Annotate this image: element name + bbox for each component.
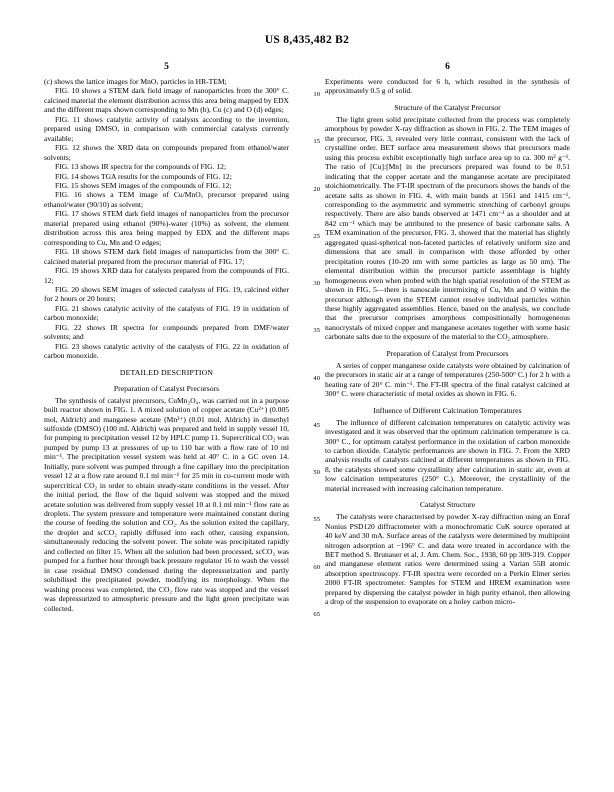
paragraph: FIG. 16 shows a TEM image of Cu/MnOₓ precursor prepared using ethanol/water (90/10) as solvent; bbox=[44, 190, 289, 209]
line-number: 60 bbox=[313, 563, 320, 571]
line-number: 10 bbox=[313, 91, 320, 98]
paragraph: The influence of different calcination temperatures on catalytic activity was investigated and it was observed that the optimum calcination temperature is ca. 300° C., for optimum catalyst performance in the oxidation of carbon monoxide to carbon dioxide. Catalytic performances are shown in FIG. 7. From the XRD analysis results of catalysts calcined at different temperatures as shown in FIG. 8, the catalysts showed some crystallinity after calcination in static air, even at low calcination temperatures (250° C.). Moreover, the crystallinity of the material increased with increasing calcination temperature. bbox=[325, 417, 570, 493]
line-number: 15 bbox=[313, 138, 320, 146]
patent-number-header: US 8,435,482 B2 bbox=[264, 34, 350, 46]
left-column-number: 5 bbox=[164, 62, 169, 72]
paragraph: FIG. 19 shows XRD data for catalysts prepared from the compounds of FIG. 12; bbox=[44, 266, 289, 285]
line-number: 30 bbox=[313, 280, 320, 287]
subsection-heading: Structure of the Catalyst Precursor bbox=[394, 102, 501, 112]
line-number: 20 bbox=[313, 185, 320, 193]
right-column-number: 6 bbox=[445, 62, 450, 72]
line-number: 45 bbox=[313, 421, 320, 429]
paragraph: A series of copper manganese oxide catalysts were obtained by calcination of the precursors in static air at a range of temperatures (250-500° C.) for 2 h with a heating rate of 20° C. min⁻¹. The FT-IR spectra of the final catalyst calcined at 300° C. were characteristic of metal oxides as shown in FIG. 6. bbox=[325, 360, 570, 399]
subsection-heading: Preparation of Catalyst Precursors bbox=[113, 383, 220, 393]
paragraph: The light green solid precipitate collected from the process was completely amorphous by powder X-ray diffraction as shown in FIG. 2. The TEM images of the precursor, FIG. 3, revealed very little contrast, consistent with the lack of crystalline order. BET surface area measurement shows that precursors made using this process exhibit exceptionally high surface area up to ca. 300 m² g⁻¹. The ratio of [Cu]:[Mn] in the precursors prepared was found to be 0.51 indicating that the copper acetate and the manganese acetate are precipitated stoichiometrically. The FT-IR spectrum of the precursors shows the bands of the acetate salts as shown in FIG. 4, with main bands at 1561 and 1415 cm⁻¹, corresponding to the asymmetric and symmetric stretching of carbonyl groups respectively. There are also bands observed at 1471 cm⁻¹ as a shoulder and at 842 cm⁻¹ which may be attributed to the presence of basic carbonate salts. A TEM examination of the precursor, FIG. 3, showed that the material has slightly aggregated quasi-spherical non-faceted particles of relatively uniform size and dimensions that are small in comparison with those afforded by other precipitation routes (10-20 nm with some particles as large as 50 nm). The elemental distribution within the precursor particle assemblage is highly homogeneous even when probed with the high spatial resolution of the STEM as shown in FIG. 5—there is nanoscale intermixing of Cu, Mn and O within the precursor although even the STEM cannot resolve individual particles within these highly aggregated assemblies. Hence, based on the analysis, we conclude that the precursor comprises amorphous compositionally homogeneous nanocrystals of mixed copper and manganese acetates together with some basic carbonate salts due to the exposure of the material to the CO₂ atmosphere. bbox=[325, 114, 570, 342]
line-number: 55 bbox=[313, 516, 320, 524]
paragraph: FIG. 14 shows TGA results for the compounds of FIG. 12; bbox=[55, 171, 232, 181]
subsection-heading: Catalyst Structure bbox=[419, 500, 476, 510]
left-column-body bbox=[44, 77, 289, 613]
paragraph: FIG. 22 shows IR spectra for compounds prepared from DMF/water solvents; and bbox=[44, 322, 289, 342]
paragraph: (c) shows the lattice images for MnOₓ particles in HR-TEM; bbox=[44, 77, 227, 86]
paragraph: FIG. 15 shows SEM images of the compounds of FIG. 12; bbox=[55, 180, 232, 190]
paragraph: FIG. 21 shows catalytic activity of the catalysts of FIG. 19 in oxidation of carbon monoxide; bbox=[44, 303, 289, 323]
paragraph: FIG. 12 shows the XRD data on compounds prepared from ethanol/water solvents; bbox=[44, 143, 289, 162]
paragraph: FIG. 20 shows SEM images of selected catalysts of FIG. 19, calcined either for 2 hours or 20 hours; bbox=[44, 284, 289, 304]
section-heading: DETAILED DESCRIPTION bbox=[119, 367, 214, 377]
right-column-body bbox=[313, 77, 570, 618]
subsection-heading: Influence of Different Calcination Temperatures bbox=[373, 405, 522, 415]
paragraph: FIG. 23 shows catalytic activity of the catalysts of FIG. 22 in oxidation of carbon monoxide. bbox=[44, 341, 289, 361]
left-column bbox=[44, 62, 289, 613]
two-column-body bbox=[44, 62, 570, 618]
line-number: 40 bbox=[313, 374, 320, 382]
line-number: 35 bbox=[313, 327, 320, 335]
line-number: 65 bbox=[313, 610, 320, 618]
subsection-heading: Preparation of Catalyst from Precursors bbox=[386, 348, 509, 358]
paragraph: FIG. 11 shows catalytic activity of catalysts according to the invention, prepared using DMSO, in comparison with commercial catalysts currently available; bbox=[44, 114, 289, 143]
line-number: 50 bbox=[313, 469, 320, 476]
right-column bbox=[313, 62, 570, 618]
paragraph: FIG. 13 shows IR spectra for the compounds of FIG. 12; bbox=[55, 162, 227, 172]
paragraph: FIG. 17 shows STEM dark field images of nanoparticles from the precursor material prepared using ethanol (90%)-water (10%) as solvent, the element distribution across this area being mapped by EDX and the different maps corresponding to Cu, Mn and O edges; bbox=[44, 209, 289, 247]
paragraph: FIG. 18 shows STEM dark field images of nanoparticles from the 300° C. calcined material prepared from the precursor material of FIG. 17; bbox=[44, 247, 289, 266]
paragraph: The synthesis of catalyst precursors, CuMn₂O₄, was carried out in a purpose built reactor shown in FIG. 1. A mixed solution of copper acetate (Cu²⁺) (0.005 mol, Aldrich) and manganese acetate (Mn²⁺) (0.01 mol, Aldrich) in dimethyl sulfoxide (DMSO) (100 mL Aldrich) was prepared and held in supply vessel 10, for pumping to precipitation vessel 12 by HPLC pump 11. Supercritical CO₂ was pumped by pump 13 at pressures of up to 110 bar with a flow rate of 10 ml min⁻¹. The precipitation vessel system was held at 40° C. in a GC oven 14. Initially, pure solvent was pumped through a fine capillary into the precipitation vessel 12 at a flow rate around 0.1 ml min⁻¹ for 25 min in co-current mode with supercritical CO₂ in order to obtain steady-state conditions in the vessel. After the initial period, the flow of the liquid solvent was stopped and the mixed acetate solution was delivered from supply vessel 10 at 0.1 ml min⁻¹ flow rate as droplets. The system pressure and temperature were maintained constant during the course of feeding the solution and CO₂. As the solution exited the capillary, the droplet and scCO₂ rapidly diffused into each other, causing expansion, simultaneously reducing the solvent power. The solute was precipitated rapidly and collected on filter 15. When all the solution had been processed, scCO₂ was pumped for a further hour through back pressure regulator 16 to wash the vessel in case residual DMSO condensed during the depressurization and partly solubilised the precipitated powder, modifying its morphology. When the washing process was completed, the CO₂ flow rate was stopped and the vessel was depressurized to atmospheric pressure and the light green precipitate was collected. bbox=[44, 395, 289, 613]
paragraph: Experiments were conducted for 6 h, which resulted in the synthesis of approximately 0.5 g of solid. bbox=[325, 77, 570, 96]
paragraph: FIG. 10 shows a STEM dark field image of nanoparticles from the 300° C. calcined material the element distribution across this area being mapped by EDX and the different maps shown corresponding to Mn (b), Cu (c) and O (d) edges; bbox=[44, 86, 289, 115]
line-number: 25 bbox=[313, 232, 320, 240]
paragraph: The catalysts were characterised by powder X-ray diffraction using an Enraf Nonius PSD120 diffractometer with a monochromatic CuK source operated at 40 keV and 30 mA. Surface areas of the catalysts were determined by multipoint nitrogen adsorption at −196° C. and data were treated in accordance with the BET method S. Brunauer et al, J. Am. Chem. Soc., 1938, 60 pp 309-319. Copper and manganese element ratios were determined using a Varian 55B atomic absorption spectroscopy. FT-IR spectra were recorded on a Perkin Elmer series 2000 FT-IR spectrometer. Samples for STEM and HREM examination were prepared by dispersing the catalyst powder in high purity ethanol, then allowing a drop of the suspension to evaporate on a holey carbon micro- bbox=[325, 512, 570, 607]
